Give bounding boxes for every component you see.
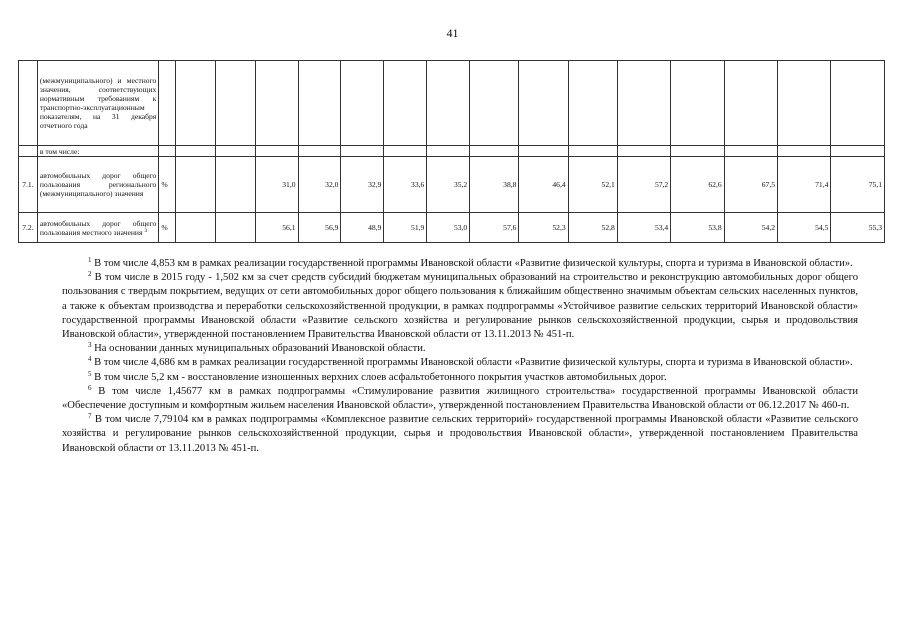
value-cell: 51,9 xyxy=(384,213,427,243)
value-cell: 53,8 xyxy=(671,213,724,243)
table-cell xyxy=(298,146,341,157)
table-cell xyxy=(298,61,341,146)
footnote xyxy=(62,356,858,370)
table-cell xyxy=(568,146,617,157)
value-cell: 33,6 xyxy=(384,157,427,213)
value-cell: 54,2 xyxy=(724,213,777,243)
table-cell xyxy=(215,146,255,157)
indicator-name-cell: (межмуниципального) и местного значения, соответствующих нормативным требованиям к транспортно-эксплуатационным показателям, на 31 декабря отчетного года xyxy=(37,61,158,146)
table-row-header xyxy=(19,61,885,146)
table-cell xyxy=(470,61,519,146)
value-cell: 62,6 xyxy=(671,157,724,213)
unit-cell: % xyxy=(159,213,176,243)
value-cell: 53,0 xyxy=(427,213,470,243)
table-cell xyxy=(255,146,298,157)
footnote xyxy=(62,257,858,271)
table-cell xyxy=(519,61,568,146)
table-cell xyxy=(159,146,176,157)
table-cell xyxy=(671,61,724,146)
value-cell: 75,1 xyxy=(831,157,885,213)
footnote-text: На основании данных муниципальных образований Ивановской области. xyxy=(91,343,426,355)
indicator-name-cell xyxy=(37,213,158,243)
footnote-marker: 4 xyxy=(88,355,92,364)
value-cell: 52,8 xyxy=(568,213,617,243)
table-cell xyxy=(176,61,216,146)
table-cell xyxy=(778,146,831,157)
table-row xyxy=(19,157,885,213)
table-cell xyxy=(341,61,384,146)
footnote-marker: 6 xyxy=(88,383,92,392)
value-cell: 52,3 xyxy=(519,213,568,243)
row-number-cell: 7.2. xyxy=(19,213,38,243)
table-cell xyxy=(19,146,38,157)
footnotes xyxy=(62,257,858,456)
value-cell: 32,9 xyxy=(341,157,384,213)
table-cell xyxy=(159,61,176,146)
footnote-text: В том числе в 2015 году - 1,502 км за счет средств субсидий бюджетам муниципальных образований на строительство и реконструкцию автомобильных дорог общего пользования с твердым покрытием, ведущих от сети автомобильных дорог общего пользования к ближайшим общественно значимым объектам сельских населенных пунктов, а также к объектам производства и переработки сельскохозяйственной продукции, в рамках подпрограммы «Устойчивое развитие сельских территорий Ивановской области» государственной программы Ивановской области «Развитие сельского хозяйства и регулирование рынков сельскохозяйственной продукции, сырья и продовольствия Ивановской области», утвержденной постановлением Правительства Ивановской области от 13.11.2013 № 451-п. xyxy=(62,272,858,341)
footnote-text: В том числе 7,79104 км в рамках подпрограммы «Комплексное развитие сельских территорий» государственной программы Ивановской области «Развитие сельского хозяйства и регулирование рынков сельскохозяйственной продукции, сырья и продовольствия Ивановской области», утвержденной постановлением Правительства Ивановской области от 13.11.2013 № 451-п. xyxy=(62,414,858,454)
footnote xyxy=(62,271,858,342)
table-cell xyxy=(427,61,470,146)
value-cell: 32,0 xyxy=(298,157,341,213)
footnote-marker: 3 xyxy=(144,227,148,234)
footnote-text: В том числе 4,853 км в рамках реализации государственной программы Ивановской области «Развитие физической культуры, спорта и туризма в Ивановской области». xyxy=(91,258,853,269)
table-cell xyxy=(384,146,427,157)
footnote xyxy=(62,413,858,456)
value-cell: 31,0 xyxy=(255,157,298,213)
table-cell xyxy=(568,61,617,146)
value-cell: 35,2 xyxy=(427,157,470,213)
value-cell: 55,3 xyxy=(831,213,885,243)
value-cell: 38,8 xyxy=(470,157,519,213)
value-cell: 48,9 xyxy=(341,213,384,243)
value-cell: 46,4 xyxy=(519,157,568,213)
table-cell xyxy=(384,61,427,146)
table-cell xyxy=(831,146,885,157)
table-cell xyxy=(176,146,216,157)
table-cell xyxy=(519,146,568,157)
value-cell: 52,1 xyxy=(568,157,617,213)
value-cell: 56,1 xyxy=(255,213,298,243)
value-cell: 54,5 xyxy=(778,213,831,243)
table-cell xyxy=(215,61,255,146)
value-cell xyxy=(176,213,216,243)
table-cell xyxy=(470,146,519,157)
indicator-table xyxy=(18,60,885,243)
value-cell xyxy=(215,157,255,213)
indicator-name-cell: автомобильных дорог общего пользования регионального (межмуниципального) значения xyxy=(37,157,158,213)
table-cell xyxy=(724,146,777,157)
footnote-marker: 7 xyxy=(88,412,92,421)
footnote-text: В том числе 5,2 км - восстановление изношенных верхних слоев асфальтобетонного покрытия участков автомобильных дорог. xyxy=(91,371,667,383)
page-number: 41 xyxy=(446,26,459,40)
footnote-marker: 1 xyxy=(88,256,92,264)
value-cell xyxy=(176,157,216,213)
value-cell: 67,5 xyxy=(724,157,777,213)
footnote-marker: 2 xyxy=(88,270,92,279)
table-cell xyxy=(427,146,470,157)
unit-cell: % xyxy=(159,157,176,213)
footnote-marker: 3 xyxy=(88,341,92,350)
table-cell xyxy=(617,146,670,157)
row-number-cell: 7.1. xyxy=(19,157,38,213)
value-cell xyxy=(215,213,255,243)
table-row-subheader xyxy=(19,146,885,157)
table-cell xyxy=(831,61,885,146)
subheader-cell: в том числе: xyxy=(37,146,158,157)
footnote-text: В том числе 1,45677 км в рамках подпрограммы «Стимулирование развития жилищного строительства» государственной программы Ивановской области «Обеспечение доступным и комфортным жильем населения Ивановской области», утвержденной постановлением Правительства Ивановской области от 06.12.2017 № 460-п. xyxy=(62,385,858,412)
footnote-text: В том числе 4,686 км в рамках реализации государственной программы Ивановской области «Развитие физической культуры, спорта и туризма в Ивановской области». xyxy=(91,357,853,369)
footnote xyxy=(62,385,858,413)
table-cell xyxy=(778,61,831,146)
footnote xyxy=(62,371,858,385)
indicator-name-text: автомобильных дорог общего пользования местного значения xyxy=(39,218,157,237)
footnote-marker: 5 xyxy=(88,369,92,378)
table-cell xyxy=(724,61,777,146)
table-cell xyxy=(341,146,384,157)
value-cell: 53,4 xyxy=(617,213,670,243)
table-cell xyxy=(671,146,724,157)
table-cell xyxy=(19,61,38,146)
value-cell: 57,2 xyxy=(617,157,670,213)
value-cell: 71,4 xyxy=(778,157,831,213)
value-cell: 56,9 xyxy=(298,213,341,243)
value-cell: 57,6 xyxy=(470,213,519,243)
footnote xyxy=(62,342,858,356)
table-cell xyxy=(617,61,670,146)
table-cell xyxy=(255,61,298,146)
table-row xyxy=(19,213,885,243)
